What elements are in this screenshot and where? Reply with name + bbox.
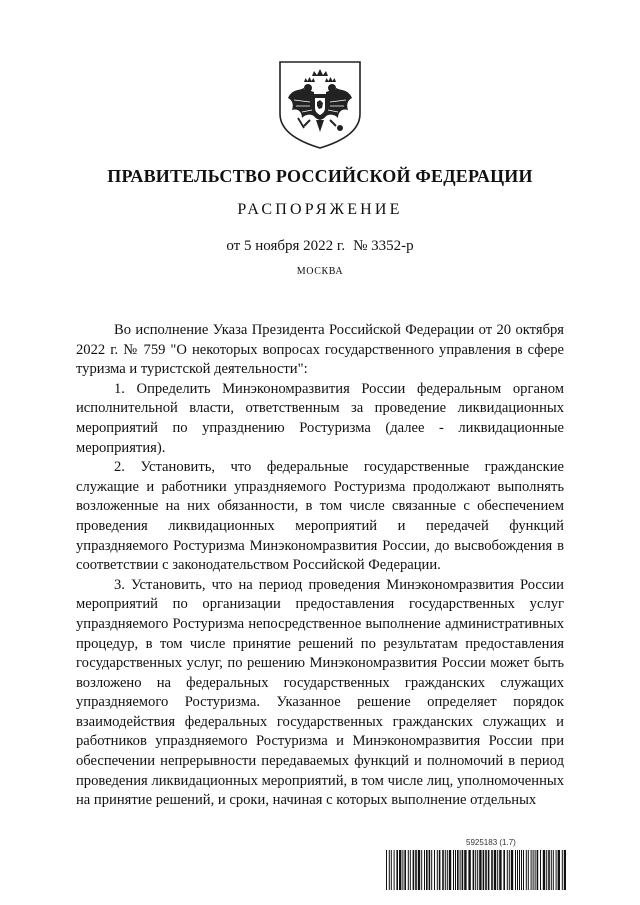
document-number: № 3352-р bbox=[353, 238, 414, 254]
paragraph-item-3: 3. Установить, что на период проведения Минэкономразвития России мероприятий по организации предоставления государственных услуг упраздняемого Ростуризма непосредственное выполнение административных процедур, в том числе принятие решений по результатам предоставления государственных услуг, по решению Минэкономразвития России может быть возложено на федеральных государственных гражданских служащих упраздняемого Ростуризма. Указанное решение определяет порядок взаимодействия федеральных государственных гражданских служащих и работников упраздняемого Ростуризма и Минэкономразвития России при обеспечении непрерывности передаваемых функций и полномочий в период проведения ликвидационных мероприятий, в том числе лиц, уполномоченных на принятие решений, и сроки, начиная с которых выполнение отдельных bbox=[76, 576, 564, 809]
barcode-block bbox=[386, 838, 566, 890]
document-date: от 5 ноября 2022 г. bbox=[226, 238, 346, 254]
coat-of-arms-icon bbox=[274, 58, 366, 150]
document-body bbox=[76, 321, 564, 811]
document-type: РАСПОРЯЖЕНИЕ bbox=[237, 201, 403, 218]
document-city: МОСКВА bbox=[296, 266, 344, 277]
paragraph-preamble: Во исполнение Указа Президента Российской Федерации от 20 октября 2022 г. № 759 "О некоторых вопросах государственного управления в сфере туризма и туристской деятельности": bbox=[76, 322, 564, 378]
document-date-line bbox=[0, 238, 640, 255]
barcode-icon bbox=[386, 850, 566, 890]
paragraph-item-1: 1. Определить Минэкономразвития России федеральным органом исполнительной власти, ответственным за проведение ликвидационных мероприятий по упразднению Ростуризма (далее - ликвидационные мероприятия). bbox=[76, 380, 564, 456]
barcode-number: 5925183 (1.7) bbox=[466, 838, 516, 847]
government-title: ПРАВИТЕЛЬСТВО РОССИЙСКОЙ ФЕДЕРАЦИИ bbox=[107, 166, 533, 186]
paragraph-item-2: 2. Установить, что федеральные государственные гражданские служащие и работники упраздняемого Ростуризма продолжают выполнять возложенные на них обязанности, в том числе связанные с обеспечением проведения ликвидационных мероприятий и передачей функций упраздняемого Ростуризма Минэкономразвития России, до высвобождения в соответствии с законодательством Российской Федерации. bbox=[76, 459, 564, 574]
